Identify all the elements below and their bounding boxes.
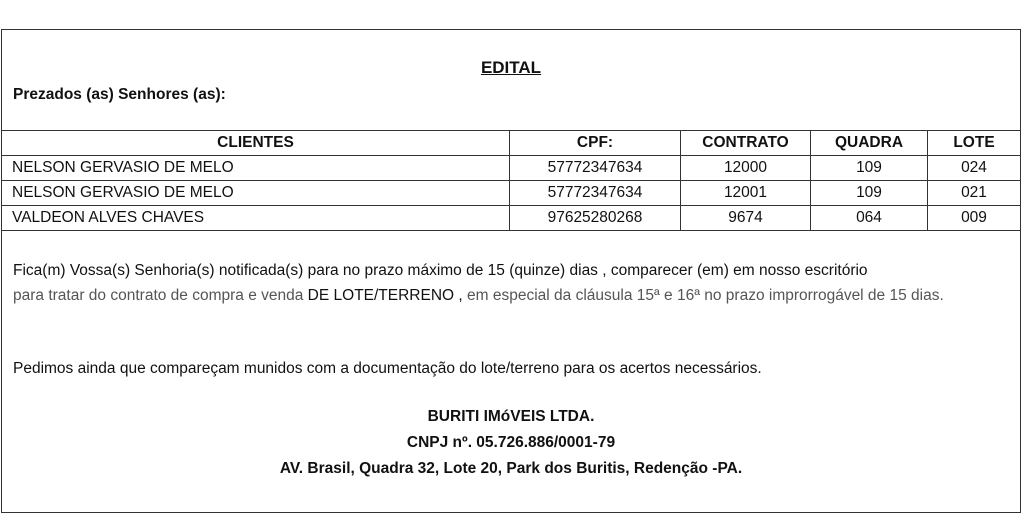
cell-cliente: VALDEON ALVES CHAVES [2, 206, 510, 231]
notice-part-4: em especial da cláusula 15ª e 16ª no prazo improrrogável de 15 dias. [467, 287, 944, 304]
greeting: Prezados (as) Senhores (as): [13, 86, 226, 103]
table-row [2, 206, 1020, 231]
clients-table [2, 130, 1020, 231]
header-cpf: CPF: [510, 131, 681, 156]
cell-lote: 024 [928, 156, 1021, 181]
cell-quadra: 109 [811, 156, 928, 181]
table-row [2, 181, 1020, 206]
notice-paragraph [13, 258, 1013, 308]
header-clientes: CLIENTES [2, 131, 510, 156]
cell-quadra: 109 [811, 181, 928, 206]
request-paragraph: Pedimos ainda que compareçam munidos com a documentação do lote/terreno para os acertos necessários. [13, 360, 762, 377]
header-contrato: CONTRATO [681, 131, 811, 156]
company-signature [2, 404, 1020, 482]
cell-quadra: 064 [811, 206, 928, 231]
cell-lote: 021 [928, 181, 1021, 206]
notice-part-3: DE LOTE/TERRENO , [303, 287, 468, 304]
cell-lote: 009 [928, 206, 1021, 231]
edital-frame [1, 29, 1021, 513]
notice-part-1: Fica(m) Vossa(s) Senhoria(s) notificada(s) para no prazo máximo de 15 (quinze) dias , comparecer (em) em nosso escritório [13, 262, 868, 279]
company-cnpj: CNPJ nº. 05.726.886/0001-79 [406, 434, 616, 451]
company-name: BURITI IMóVEIS LTDA. [427, 408, 595, 425]
table-header-row [2, 131, 1020, 156]
table-row [2, 156, 1020, 181]
header-lote: LOTE [928, 131, 1021, 156]
notice-part-2: para tratar do contrato de compra e venda [13, 287, 304, 304]
cell-contrato: 9674 [681, 206, 811, 231]
cell-cliente: NELSON GERVASIO DE MELO [2, 156, 510, 181]
cell-contrato: 12000 [681, 156, 811, 181]
cell-cpf: 97625280268 [510, 206, 681, 231]
header-quadra: QUADRA [811, 131, 928, 156]
company-address: AV. Brasil, Quadra 32, Lote 20, Park dos Buritis, Redenção -PA. [279, 460, 743, 477]
cell-cliente: NELSON GERVASIO DE MELO [2, 181, 510, 206]
cell-contrato: 12001 [681, 181, 811, 206]
cell-cpf: 57772347634 [510, 181, 681, 206]
edital-title: EDITAL [480, 58, 542, 77]
cell-cpf: 57772347634 [510, 156, 681, 181]
